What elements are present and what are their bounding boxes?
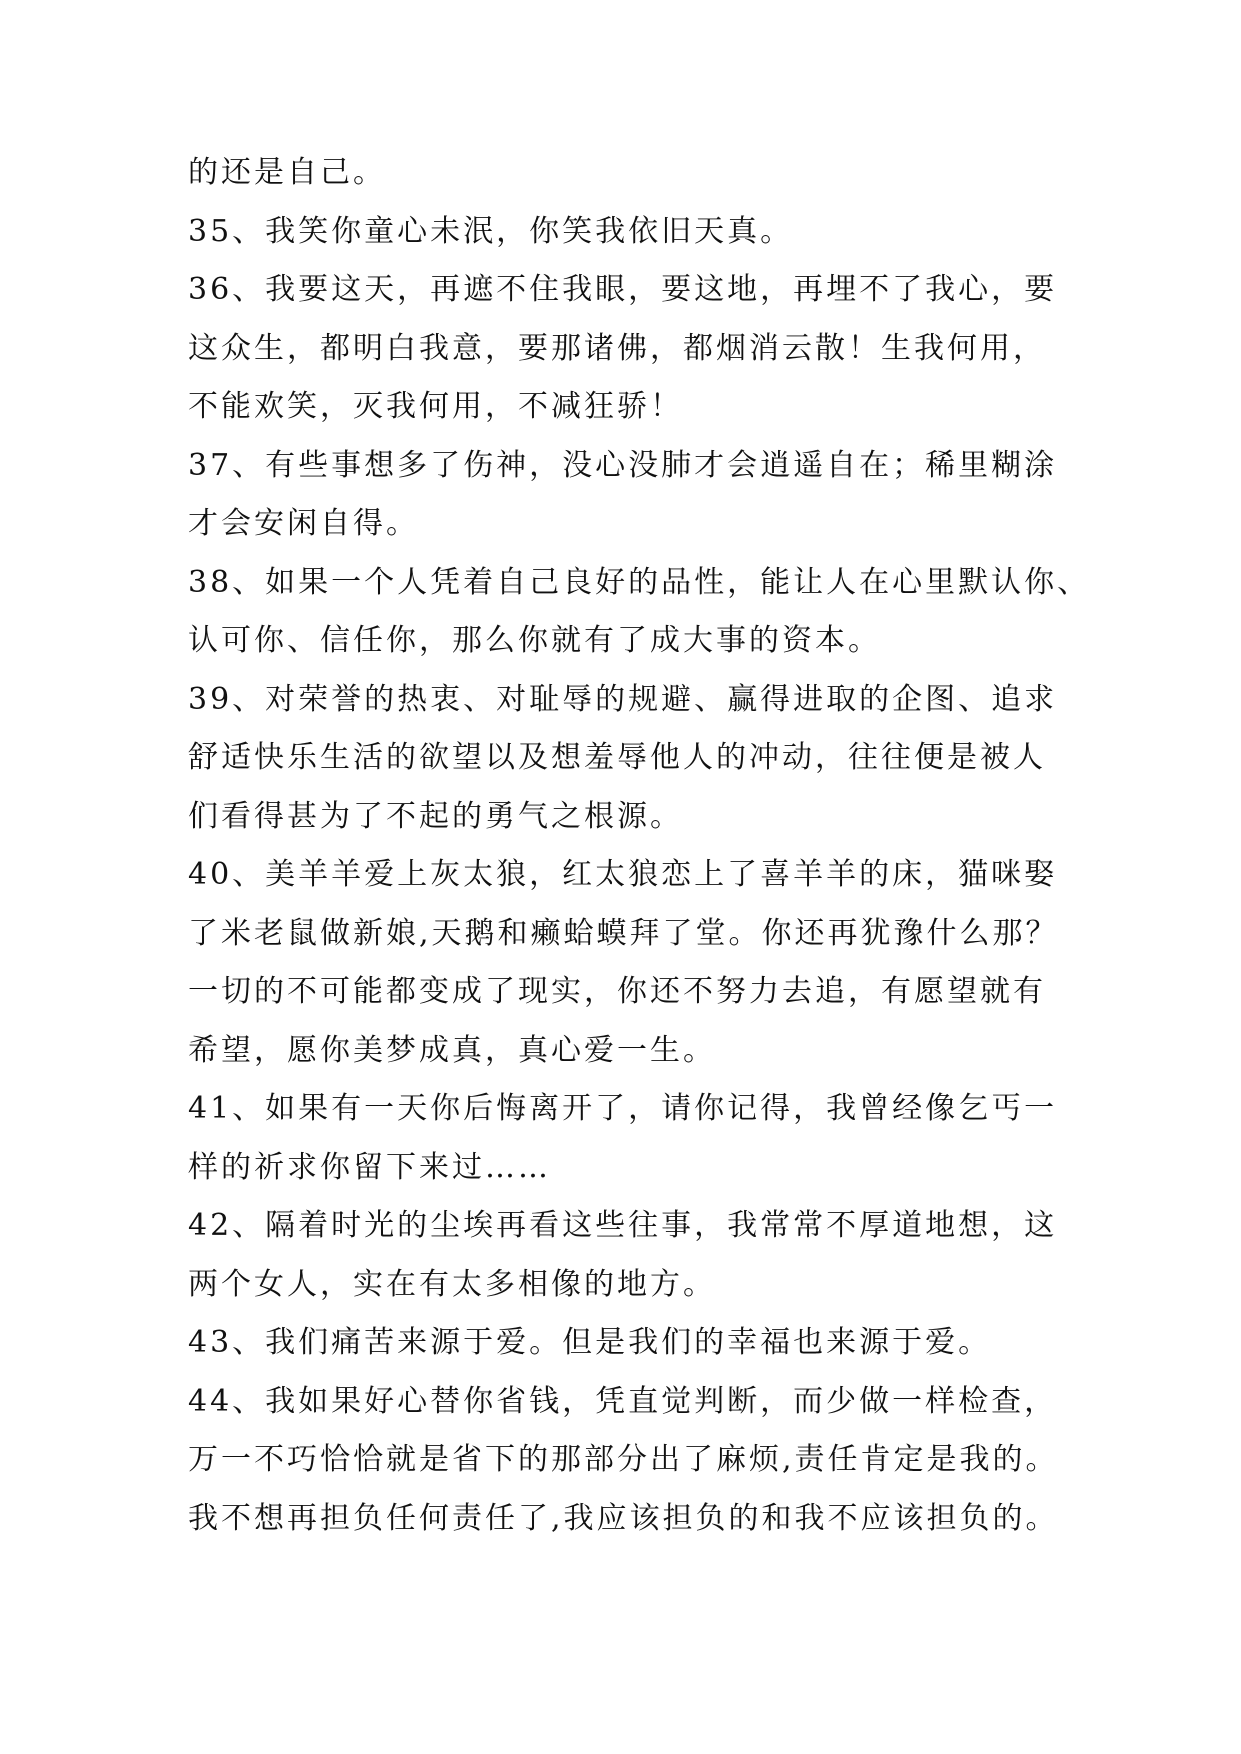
text-line: 41、如果有一天你后悔离开了，请你记得，我曾经像乞丐一: [188, 1091, 1058, 1126]
text-line: 35、我笑你童心未泯，你笑我依旧天真。: [188, 213, 794, 249]
text-line: 才会安闲自得。: [188, 506, 419, 541]
text-line: 38、如果一个人凭着自己良好的品性，能让人在心里默认你、: [188, 564, 1091, 600]
text-line: 37、有些事想多了伤神，没心没肺才会逍遥自在；稀里糊涂: [188, 447, 1058, 483]
text-line: 我不想再担负任何责任了,我应该担负的和我不应该担负的。: [188, 1500, 1059, 1536]
text-line: 样的祈求你留下来过……: [188, 1149, 551, 1185]
text-line: 39、对荣誉的热衷、对耻辱的规避、赢得进取的企图、追求: [188, 681, 1058, 717]
text-line: 44、我如果好心替你省钱，凭直觉判断，而少做一样检查，: [188, 1383, 1058, 1419]
text-line: 认可你、信任你，那么你就有了成大事的资本。: [188, 623, 881, 658]
text-line: 们看得甚为了不起的勇气之根源。: [188, 798, 683, 834]
text-line: 一切的不可能都变成了现实，你还不努力去追，有愿望就有: [188, 974, 1046, 1009]
text-line: 不能欢笑，灭我何用，不减狂骄！: [188, 389, 683, 424]
text-line: 舒适快乐生活的欲望以及想羞辱他人的冲动，往往便是被人: [188, 740, 1046, 775]
text-line: 这众生，都明白我意，要那诸佛，都烟消云散！生我何用，: [188, 330, 1046, 366]
text-line: 40、美羊羊爱上灰太狼，红太狼恋上了喜羊羊的床，猫咪娶: [188, 857, 1058, 892]
text-line: 希望，愿你美梦成真，真心爱一生。: [188, 1032, 716, 1068]
text-line: 的还是自己。: [188, 155, 386, 190]
text-line: 43、我们痛苦来源于爱。但是我们的幸福也来源于爱。: [188, 1325, 992, 1360]
text-line: 了米老鼠做新娘,天鹅和癞蛤蟆拜了堂。你还再犹豫什么那？: [188, 915, 1059, 951]
text-line: 36、我要这天，再遮不住我眼，要这地，再埋不了我心，要: [188, 272, 1058, 307]
text-line: 42、隔着时光的尘埃再看这些往事，我常常不厚道地想，这: [188, 1208, 1058, 1243]
text-line: 万一不巧恰恰就是省下的那部分出了麻烦,责任肯定是我的。: [188, 1442, 1059, 1477]
document-body: [188, 144, 1091, 1548]
text-line: 两个女人，实在有太多相像的地方。: [188, 1266, 716, 1302]
